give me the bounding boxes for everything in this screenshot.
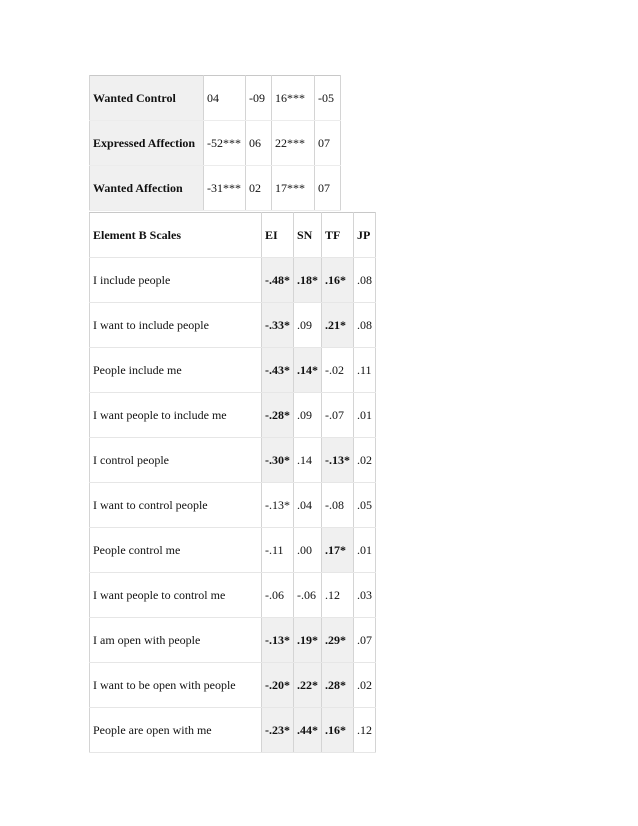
sn-value: .14 — [294, 438, 322, 483]
ei-value: -.33* — [262, 303, 294, 348]
sn-value: .09 — [294, 303, 322, 348]
jp-value: .01 — [354, 393, 376, 438]
jp-value: .07 — [354, 618, 376, 663]
cell-value: 17*** — [272, 166, 315, 211]
table-row — [90, 348, 376, 393]
ei-value: -.06 — [262, 573, 294, 618]
cell-value: 06 — [246, 121, 272, 166]
header-sn: SN — [294, 213, 322, 258]
sn-value: .14* — [294, 348, 322, 393]
cell-value: 07 — [315, 121, 341, 166]
table-row — [90, 618, 376, 663]
scale-label: People include me — [90, 348, 262, 393]
scale-label: I control people — [90, 438, 262, 483]
jp-value: .08 — [354, 258, 376, 303]
row-label: Wanted Affection — [90, 166, 204, 211]
cell-value: 07 — [315, 166, 341, 211]
ei-value: -.13* — [262, 618, 294, 663]
sn-value: .44* — [294, 708, 322, 753]
jp-value: .12 — [354, 708, 376, 753]
jp-value: .02 — [354, 663, 376, 708]
tf-value: .29* — [322, 618, 354, 663]
element-b-scales-table — [89, 212, 376, 753]
ei-value: -.30* — [262, 438, 294, 483]
cell-value: 04 — [204, 76, 246, 121]
table-row — [90, 573, 376, 618]
scale-label: People are open with me — [90, 708, 262, 753]
ei-value: -.23* — [262, 708, 294, 753]
cell-value: -09 — [246, 76, 272, 121]
table-row — [90, 438, 376, 483]
table-row — [90, 76, 341, 121]
tf-value: .12 — [322, 573, 354, 618]
table-row — [90, 258, 376, 303]
ei-value: -.43* — [262, 348, 294, 393]
table-row — [90, 708, 376, 753]
tf-value: -.07 — [322, 393, 354, 438]
table-row — [90, 121, 341, 166]
sn-value: -.06 — [294, 573, 322, 618]
row-label: Wanted Control — [90, 76, 204, 121]
table-row — [90, 166, 341, 211]
continued-correlation-table — [89, 75, 341, 211]
table-header-row — [90, 213, 376, 258]
tf-value: -.13* — [322, 438, 354, 483]
sn-value: .19* — [294, 618, 322, 663]
scale-label: I include people — [90, 258, 262, 303]
table-row — [90, 393, 376, 438]
scale-label: I want to control people — [90, 483, 262, 528]
jp-value: .01 — [354, 528, 376, 573]
ei-value: -.11 — [262, 528, 294, 573]
table-row — [90, 528, 376, 573]
ei-value: -.48* — [262, 258, 294, 303]
scale-label: People control me — [90, 528, 262, 573]
tf-value: .21* — [322, 303, 354, 348]
tf-value: .16* — [322, 708, 354, 753]
cell-value: -52*** — [204, 121, 246, 166]
sn-value: .22* — [294, 663, 322, 708]
continued-table-body — [90, 76, 341, 211]
header-tf: TF — [322, 213, 354, 258]
cell-value: 22*** — [272, 121, 315, 166]
table-row — [90, 663, 376, 708]
header-jp: JP — [354, 213, 376, 258]
header-scales: Element B Scales — [90, 213, 262, 258]
scale-label: I want to include people — [90, 303, 262, 348]
tf-value: .28* — [322, 663, 354, 708]
tf-value: .16* — [322, 258, 354, 303]
jp-value: .02 — [354, 438, 376, 483]
jp-value: .05 — [354, 483, 376, 528]
sn-value: .09 — [294, 393, 322, 438]
row-label: Expressed Affection — [90, 121, 204, 166]
header-ei: EI — [262, 213, 294, 258]
tf-value: .17* — [322, 528, 354, 573]
jp-value: .08 — [354, 303, 376, 348]
cell-value: -31*** — [204, 166, 246, 211]
sn-value: .00 — [294, 528, 322, 573]
scale-label: I want people to include me — [90, 393, 262, 438]
table-row — [90, 303, 376, 348]
ei-value: -.28* — [262, 393, 294, 438]
sn-value: .04 — [294, 483, 322, 528]
jp-value: .03 — [354, 573, 376, 618]
scale-label: I want people to control me — [90, 573, 262, 618]
sn-value: .18* — [294, 258, 322, 303]
element-b-table-body — [90, 258, 376, 753]
tf-value: -.02 — [322, 348, 354, 393]
tf-value: -.08 — [322, 483, 354, 528]
jp-value: .11 — [354, 348, 376, 393]
scale-label: I want to be open with people — [90, 663, 262, 708]
ei-value: -.13* — [262, 483, 294, 528]
cell-value: 02 — [246, 166, 272, 211]
ei-value: -.20* — [262, 663, 294, 708]
scale-label: I am open with people — [90, 618, 262, 663]
table-row — [90, 483, 376, 528]
cell-value: 16*** — [272, 76, 315, 121]
cell-value: -05 — [315, 76, 341, 121]
